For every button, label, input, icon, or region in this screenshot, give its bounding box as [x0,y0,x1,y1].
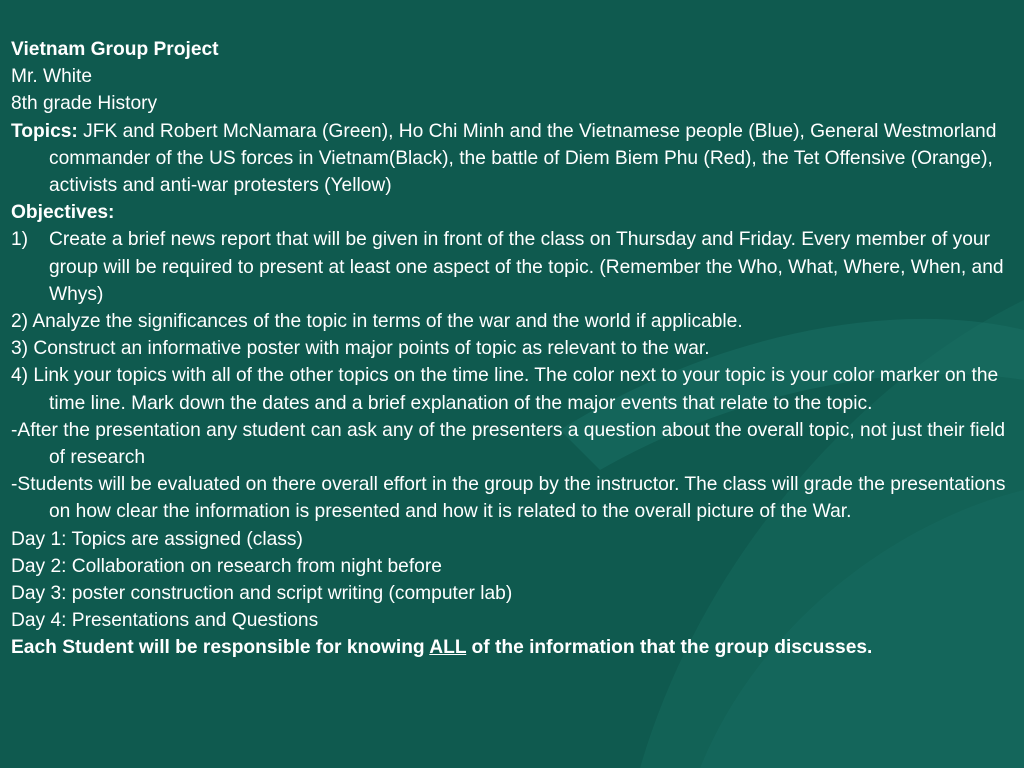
topics-label: Topics: [11,120,78,142]
closing-text-before: Each Student will be responsible for knowing [11,637,430,659]
objective-text-1: Create a brief news report that will be given in front of the class on Thursday and Friday. Every member of your group will be required to present at least one aspect of the topic. (Remember the Who, What, Where, When, and Whys) [49,229,1004,305]
closing-text-after: of the information that the group discusses. [466,637,873,659]
topics-paragraph [11,118,1016,200]
objective-item-1 [11,226,1016,308]
closing-emphasis: ALL [429,637,467,659]
slide-body [11,36,1016,662]
schedule-day-3: Day 3: poster construction and script writing (computer lab) [11,583,513,605]
objectives-label: Objectives: [11,202,115,224]
schedule-day-4: Day 4: Presentations and Questions [11,610,319,632]
presentation-note: -After the presentation any student can ask any of the presenters a question about the overall topic, not just their field of research [11,419,1006,469]
teacher-name: Mr. White [11,66,93,88]
objective-item-4: 4) Link your topics with all of the other topics on the time line. The color next to your topic is your color marker on the time line. Mark down the dates and a brief explanation of the major events that relate to the topic. [11,365,999,414]
closing-statement [11,634,1016,661]
slide-title: Vietnam Group Project [11,39,219,60]
evaluation-note: -Students will be evaluated on there overall effort in the group by the instructor. The class will grade the presentations on how clear the information is presented and how it is related to the overall picture of the War. [11,474,1006,523]
course-name: 8th grade History [11,93,158,115]
objective-item-2: 2) Analyze the significances of the topic in terms of the war and the world if applicable. [11,311,743,333]
topics-text: JFK and Robert McNamara (Green), Ho Chi Minh and the Vietnamese people (Blue), General Westmorland commander of the US forces in Vietnam(Black), the battle of Diem Biem Phu (Red), the Tet Offensive (Orange), activists and anti-war protesters (Yellow) [49,120,997,197]
objective-number-1: 1) [11,229,29,251]
objective-item-3: 3) Construct an informative poster with major points of topic as relevant to the war. [11,338,710,360]
schedule-day-1: Day 1: Topics are assigned (class) [11,528,303,550]
schedule-day-2: Day 2: Collaboration on research from night before [11,555,442,577]
